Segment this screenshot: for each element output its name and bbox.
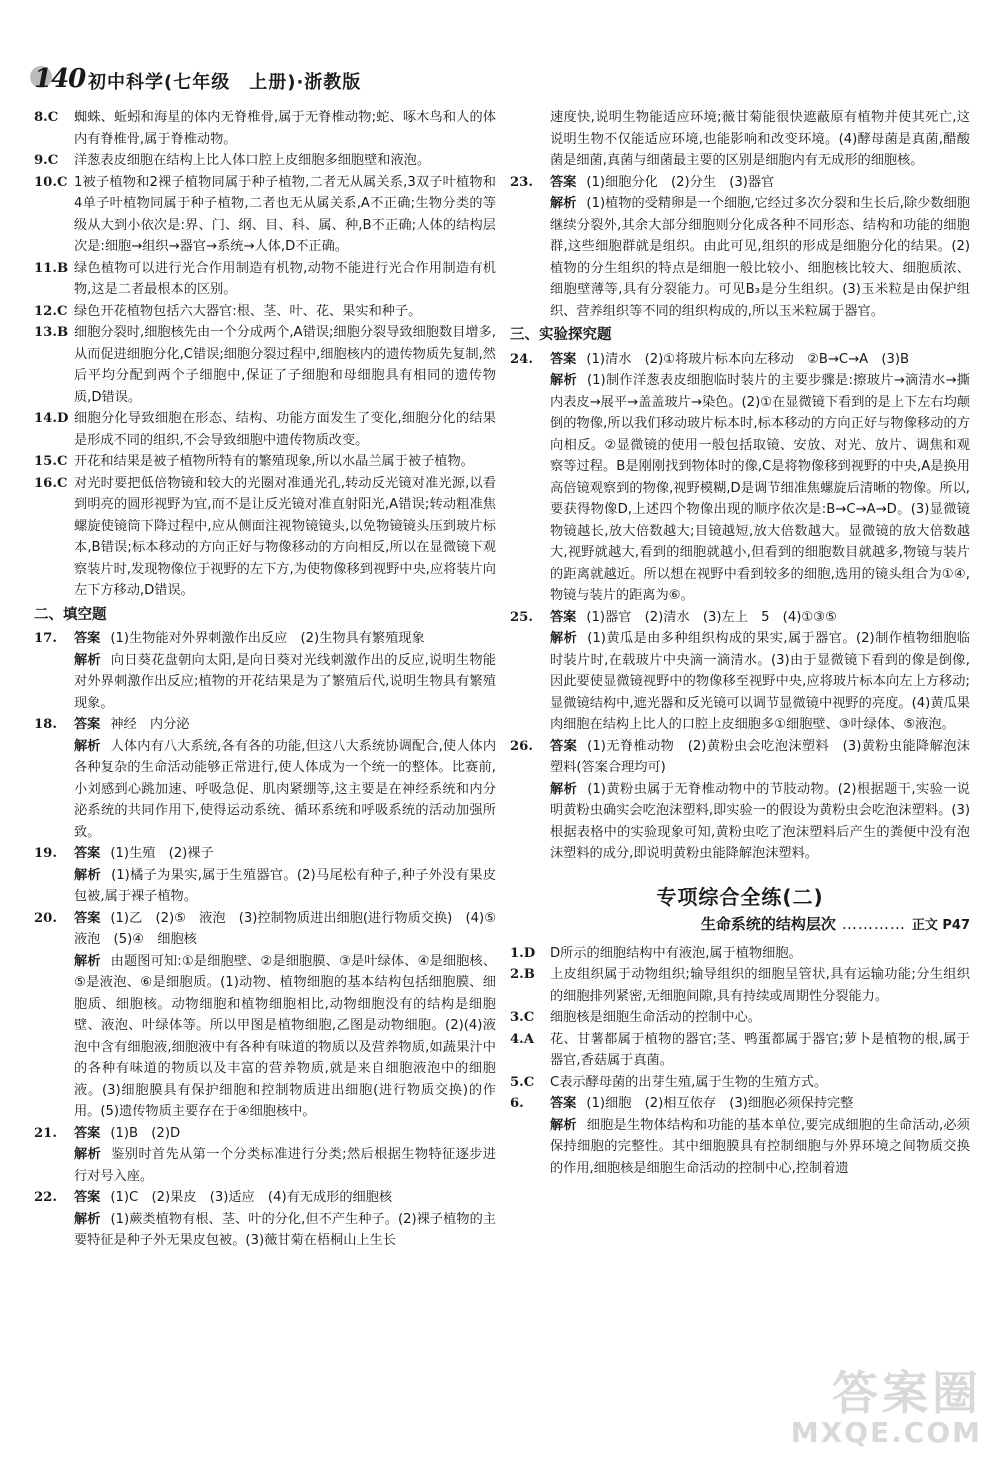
- page-number: 140: [34, 64, 86, 94]
- answer-item-25: 25. 答案 (1)器官 (2)清水 (3)左上 5 (4)①③⑤ 解析 (1)黄瓜是由多种组织构成的果实,属于器官。(2)制作植物细胞临时装片时,在载玻片中央滴一滴清水。(3)由于显微镜下看到的像是倒像,因此要使显微镜视野中的物像移至视野中央,应将玻片标本向左上方移动;显微镜结构中,遮光器和反光镜可以调节显微镜中视野的亮度。(4)黄瓜果肉细胞在结构上比人的口腔上皮细胞多①细胞壁、③叶绿体、⑤液泡。: [510, 609, 970, 732]
- special-item-5: 5.C C表示酵母菌的出芽生殖,属于生物的生殖方式。: [510, 1074, 828, 1090]
- answer-item-10: 10.C 1被子植物和2裸子植物同属于种子植物,二者无从属关系,3双子叶植物和4单子叶植物同属于种子植物,二者也无从属关系,A不正确;生物分类的等级从大到小依次是:界、门、纲、目、科、属、种,B不正确;人体的结构层次是:细胞→组织→器官→系统→人体,D不正确。: [34, 174, 496, 254]
- answer-item-22-continued: 速度快,说明生物能适应环境;薇甘菊能很快遮蔽原有植物并使其死亡,这说明生物不仅能适应环境,也能影响和改变环境。(4)酵母菌是真菌,醋酸菌是细菌,真菌与细菌最主要的区别是细胞内有无成形的细胞核。: [550, 110, 970, 168]
- answer-item-20: 20. 答案 (1)乙 (2)⑤ 液泡 (3)控制物质进出细胞(进行物质交换) (4)⑤ 液泡 (5)④ 细胞核 解析 由题图可知:①是细胞壁、②是细胞膜、③是叶绿体、④是细胞核、⑤是液泡、⑥是细胞质。(1)动物、植物细胞的基本结构包括细胞膜、细胞质、细胞核。动物细胞和植物细胞相比,动物细胞没有的结构是细胞壁、液泡、叶绿体等。所以甲图是植物细胞,乙图是动物细胞。(2)(4)液泡中含有细胞液,细胞液中有各种有味道的物质以及营养物质,如蔬果汁中的各种有味道的物质以及丰富的营养物质,就是来自细胞液泡中的细胞液。(3)细胞膜具有保护细胞和控制物质进出细胞(进行物质交换)的作用。(5)遗传物质主要存在于④细胞核中。: [34, 910, 510, 1119]
- answer-item-16: 16.C 对光时要把低倍物镜和较大的光圈对准通光孔,转动反光镜对准光源,以看到明亮的圆形视野为宜,而不是让反光镜对准直射阳光,A错误;转动粗准焦螺旋使镜筒下降过程中,应从侧面注视物镜镜头,以免物镜镜头压到玻片标本,B错误;标本移动的方向正好与物像移动的方向相反,所以在显微镜下观察装片时,发现物像位于视野的左下方,为使物像移到视野中央,应将装片向左下方移动,D错误。: [34, 475, 496, 598]
- answer-item-8: 8.C 蜘蛛、蚯蚓和海星的体内无脊椎骨,属于无脊椎动物;蛇、啄木鸟和人的体内有脊椎骨,属于脊椎动物。: [34, 110, 496, 147]
- answer-item-21: 21. 答案 (1)B (2)D 解析 鉴别时首先从第一个分类标准进行分类;然后根据生物特征逐步进行对号入座。: [34, 1125, 496, 1184]
- special-item-1: 1.D D所示的细胞结构中有液泡,属于植物细胞。: [510, 945, 802, 961]
- right-column: [510, 107, 970, 1179]
- answer-item-13: 13.B 细胞分裂时,细胞核先由一个分成两个,A错误;细胞分裂导致细胞数目增多,从而促进细胞分化,C错误;细胞分裂过程中,细胞核内的遗传物质先复制,然后平均分配到两个子细胞中,保证了子细胞和母细胞具有相同的遗传物质,D错误。: [34, 325, 496, 405]
- answer-item-14: 14.D 细胞分化导致细胞在形态、结构、功能方面发生了变化,细胞分化的结果是形成不同的组织,不会导致细胞中遗传物质改变。: [34, 411, 496, 448]
- site-watermark: 答案圈 MXQE.COM: [790, 1366, 982, 1449]
- answer-item-19: 19. 答案 (1)生殖 (2)裸子 解析 (1)橘子为果实,属于生殖器官。(2)马尾松有种子,种子外没有果皮包被,属于裸子植物。: [34, 846, 497, 904]
- special-item-2: 2.B 上皮组织属于动物组织;输导组织的细胞呈管状,具有运输功能;分生组织的细胞排列紧密,无细胞间隙,具有持续或周期性分裂能力。: [510, 967, 970, 1004]
- book-title: 初中科学(七年级 上册)·浙教版: [88, 72, 362, 93]
- answer-item-9: 9.C 洋葱表皮细胞在结构上比人体口腔上皮细胞多细胞壁和液泡。: [34, 153, 431, 168]
- page-header: [34, 60, 966, 102]
- answer-item-23: 23. 答案 (1)细胞分化 (2)分生 (3)器官 解析 (1)植物的受精卵是一个细胞,它经过多次分裂和生长后,除少数细胞继续分裂外,其余大部分细胞则分化成各种不同形态、结构和功能的细胞群,这些细胞群就是组织。由此可见,组织的形成是细胞分化的结果。(2)植物的分生组织的特点是细胞一般比较小、细胞核比较大、细胞质浓、细胞壁薄等,具有分裂能力。可见B₃是分生组织。(3)玉米粒是由保护组织、营养组织等不同的组织构成的,所以玉米粒属于器官。: [510, 174, 971, 319]
- special-section-subtitle: 生命系统的结构层次 ………… 正文 P47: [700, 915, 970, 933]
- special-section-title: 专项综合全练(二): [656, 884, 824, 909]
- answer-item-18: 18. 答案 神经 内分泌 解析 人体内有八大系统,各有各的功能,但这八大系统协调配合,使人体内各种复杂的生命活动能够正常进行,使人体成为一个统一的整体。比赛前,小刘感到心跳加速、呼吸急促、肌肉紧绷等,这主要是在神经系统和内分泌系统的共同作用下,使得运动系统、循环系统和呼吸系统的活动加强所致。: [34, 717, 497, 840]
- answer-item-26: 26. 答案 (1)无脊椎动物 (2)黄粉虫会吃泡沫塑料 (3)黄粉虫能降解泡沫塑料(答案合理均可) 解析 (1)黄粉虫属于无脊椎动物中的节肢动物。(2)根据题干,实验一说明黄粉虫确实会吃泡沫塑料,即实验一的假设为黄粉虫会吃泡沫塑料。(3)根据表格中的实验现象可知,黄粉虫吃了泡沫塑料后产生的粪便中没有泡沫塑料的成分,即说明黄粉虫能降解泡沫塑料。: [510, 738, 970, 861]
- special-item-4: 4.A 花、甘薯都属于植物的器官;茎、鸭蛋都属于器官;萝卜是植物的根,属于器官,香菇属于真菌。: [510, 1031, 970, 1068]
- answer-item-17: 17. 答案 (1)生物能对外界刺激作出反应 (2)生物具有繁殖现象 解析 向日葵花盘朝向太阳,是向日葵对光线刺激作出的反应,说明生物能对外界刺激作出反应;植物的开花结果是为了繁殖后代,说明生物具有繁殖现象。: [34, 631, 496, 711]
- answer-item-11: 11.B 绿色植物可以进行光合作用制造有机物,动物不能进行光合作用制造有机物,这是二者最根本的区别。: [34, 260, 496, 297]
- answer-item-15: 15.C 开花和结果是被子植物所特有的繁殖现象,所以水晶兰属于被子植物。: [34, 454, 474, 469]
- special-item-3: 3.C 细胞核是细胞生命活动的控制中心。: [510, 1010, 761, 1025]
- answer-item-24: 24. 答案 (1)清水 (2)①将玻片标本向左移动 ②B→C→A (3)B 解析 (1)制作洋葱表皮细胞临时装片的主要步骤是:擦玻片→滴清水→撕内表皮→展平→盖盖玻片→染色。(2)①在显微镜下看到的是上下左右均颠倒的物像,所以我们移动玻片标本时,标本移动的方向正好与物像移动的方向相反。②显微镜的使用一般包括取镜、安放、对光、放片、调焦和观察等过程。B是刚刚找到物体时的像,C是将物像移到视野的中央,A是换用高倍镜观察到的物像,视野模糊,D是调节细准焦螺旋后清晰的物像。所以,要获得物像D,上述四个物像出现的顺序依次是:B→C→A→D。(3)显微镜物镜越长,放大倍数越大;目镜越短,放大倍数越大。显微镜的放大倍数越大,视野就越大,看到的细胞就越小,但看到的细胞数目就越多,物镜与装片的距离就越近。所以想在视野中看到较多的细胞,选用的镜头组合为①④,物镜与装片的距离为⑥。: [510, 351, 970, 603]
- section-heading-experiment: 三、实验探究题: [510, 327, 612, 343]
- left-column: [34, 107, 510, 1252]
- answer-item-12: 12.C 绿色开花植物包括六大器官:根、茎、叶、花、果实和种子。: [34, 303, 422, 319]
- section-heading-fill-in: 二、填空题: [34, 606, 107, 623]
- special-item-6: 6. 答案 (1)细胞 (2)相互依存 (3)细胞必须保持完整 解析 细胞是生物体结构和功能的基本单位,要完成细胞的生命活动,必须保持细胞的完整性。其中细胞膜具有控制细胞与外界环境之间物质交换的作用,细胞核是细胞生命活动的控制中心,控制着遗: [510, 1096, 970, 1176]
- text-page-reference: 正文 P47: [911, 918, 970, 933]
- answer-item-22: 22. 答案 (1)C (2)果皮 (3)适应 (4)有无成形的细胞核 解析 (1)蕨类植物有根、茎、叶的分化,但不产生种子。(2)裸子植物的主要特征是种子外无果皮包被。(3)薇甘菊在梧桐山上生长: [34, 1190, 497, 1248]
